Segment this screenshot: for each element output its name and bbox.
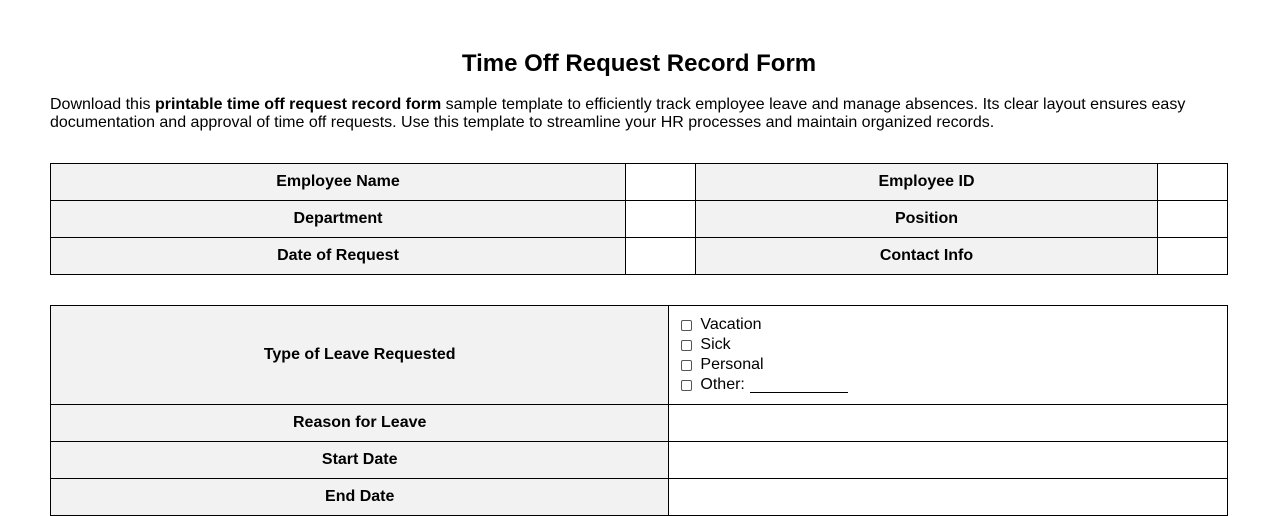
option-label: Personal [700,356,764,373]
checkbox-icon[interactable] [681,320,692,331]
employee-info-table [50,163,1228,275]
intro-paragraph [50,96,1228,132]
employee-name-label: Employee Name [51,164,626,201]
checkbox-icon[interactable] [681,340,692,351]
table-row [51,306,1228,405]
date-of-request-label: Date of Request [51,238,626,275]
type-of-leave-label: Type of Leave Requested [51,306,669,405]
position-field[interactable] [1158,201,1228,238]
contact-info-field[interactable] [1158,238,1228,275]
reason-field[interactable] [669,405,1228,442]
option-sick[interactable] [681,335,1227,355]
leave-type-options [669,306,1228,405]
checkbox-icon[interactable] [681,380,692,391]
table-row [51,238,1228,275]
start-date-field[interactable] [669,442,1228,479]
department-field[interactable] [626,201,696,238]
reason-label: Reason for Leave [51,405,669,442]
checkbox-icon[interactable] [681,360,692,371]
page-title: Time Off Request Record Form [461,50,817,77]
employee-id-field[interactable] [1158,164,1228,201]
employee-name-field[interactable] [626,164,696,201]
intro-text: Download this [50,96,155,113]
intro-text-rest: sample template to efficiently track employee leave and manage absences. Its clear layout ensures easy documentation and approval of time off requests. Use this template to streamline your HR processes and maintain organized records. [50,96,1186,131]
position-label: Position [696,201,1158,238]
department-label: Department [51,201,626,238]
table-row [51,442,1228,479]
option-label: Sick [700,336,731,353]
option-vacation[interactable] [681,315,1227,335]
table-row [51,201,1228,238]
table-row [51,164,1228,201]
option-other[interactable] [681,375,1227,395]
intro-bold-text: printable time off request record form [154,96,442,113]
table-row [51,405,1228,442]
end-date-field[interactable] [669,479,1228,516]
end-date-label: End Date [51,479,669,516]
start-date-label: Start Date [51,442,669,479]
date-of-request-field[interactable] [626,238,696,275]
option-label: Vacation [700,316,762,333]
employee-id-label: Employee ID [696,164,1158,201]
leave-details-table [50,305,1228,516]
option-personal[interactable] [681,355,1227,375]
option-label: Other: [700,376,745,393]
other-blank-line[interactable] [750,378,848,393]
contact-info-label: Contact Info [696,238,1158,275]
table-row [51,479,1228,516]
